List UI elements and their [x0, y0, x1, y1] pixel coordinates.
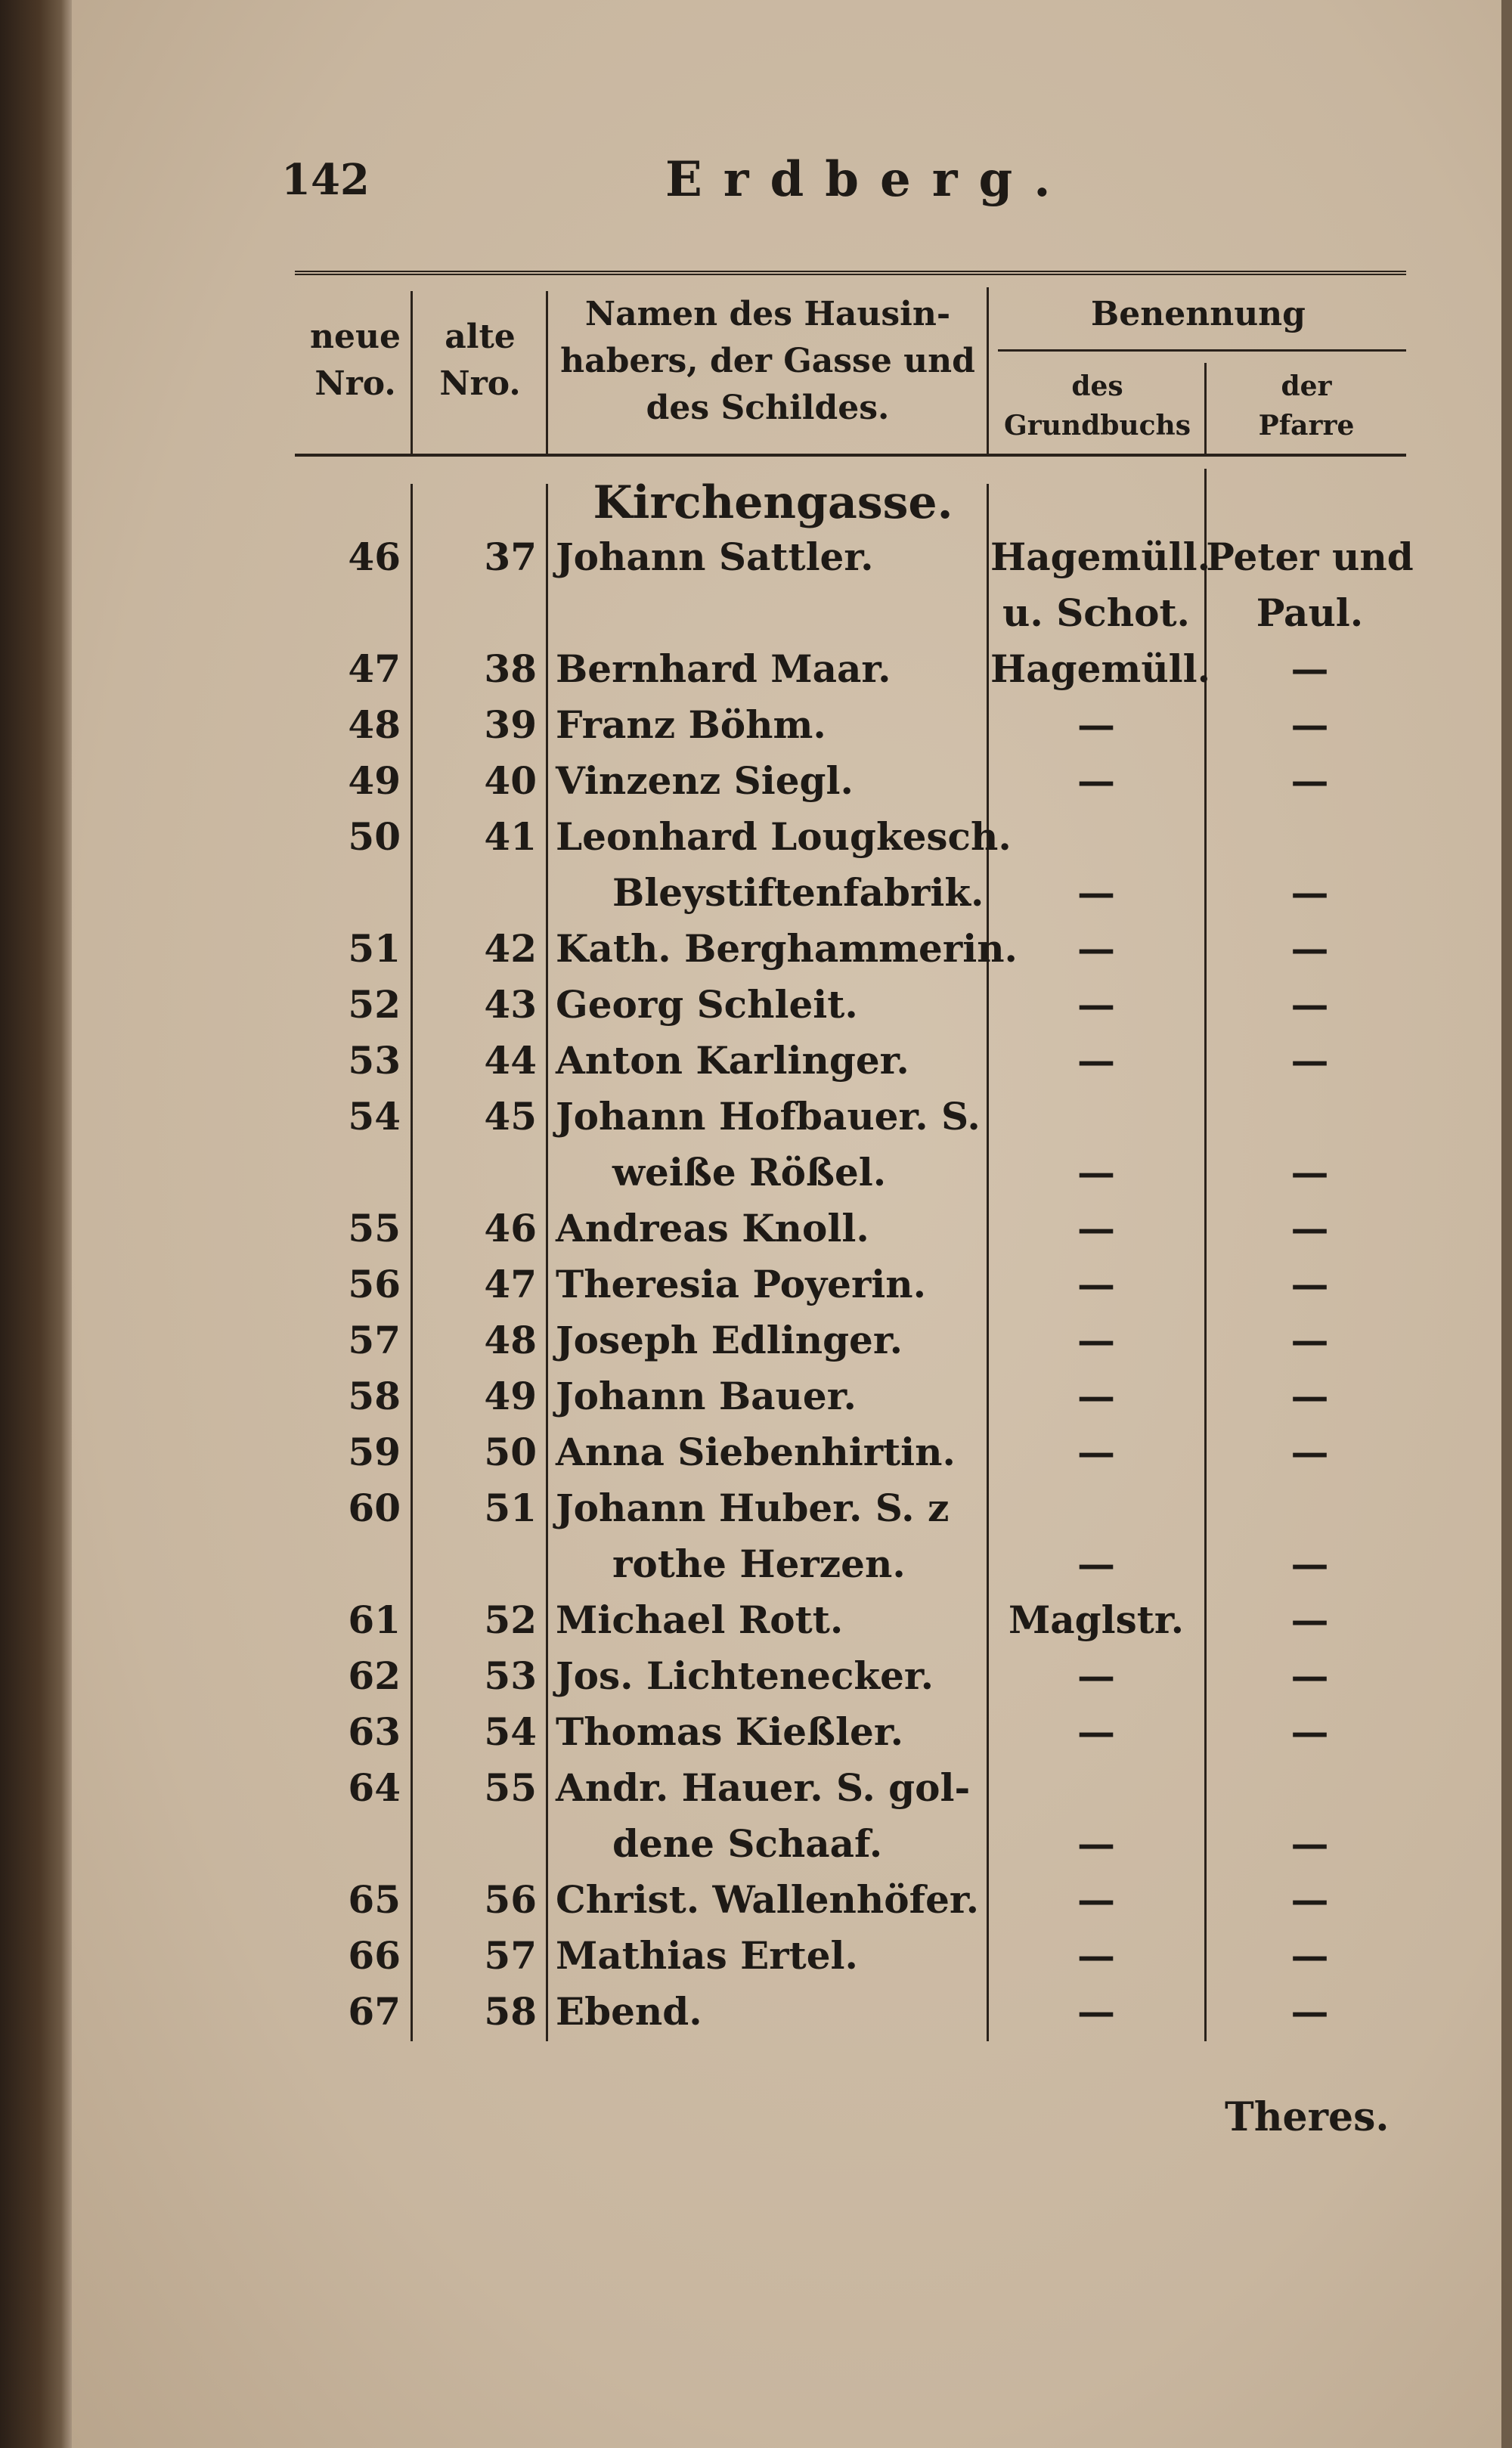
neue-nro-cell: 65	[348, 1877, 401, 1922]
pfarre-cell: —	[1290, 646, 1329, 691]
neue-nro-cell: 67	[348, 1989, 401, 2034]
alte-nro-cell: 37	[484, 535, 537, 579]
name-cell: Michael Rott.	[556, 1597, 844, 1642]
pfarre-cell: —	[1290, 1318, 1329, 1362]
header-text: Nro.	[439, 364, 521, 403]
name-cell: Christ. Wallenhöfer.	[556, 1877, 980, 1922]
table-row	[0, 1424, 1512, 1480]
header-text: des	[1071, 370, 1123, 402]
alte-nro-cell: 43	[484, 982, 537, 1027]
name-cell: Kath. Berghammerin.	[556, 926, 1018, 971]
table-row	[0, 1984, 1512, 2040]
pfarre-cell: —	[1290, 1150, 1329, 1195]
header-text: Grundbuchs	[1004, 410, 1191, 442]
grundbuch-cell: —	[1077, 1989, 1115, 2034]
catchword: Theres.	[1225, 2094, 1390, 2140]
table-row	[0, 1201, 1512, 1257]
name-cell: Mathias Ertel.	[556, 1933, 858, 1978]
grundbuch-cell: —	[1077, 870, 1115, 915]
header-divider	[546, 291, 548, 454]
table-row	[0, 1928, 1512, 1984]
header-divider	[987, 287, 989, 454]
grundbuch-cell: —	[1077, 1821, 1115, 1866]
name-cell: Johann Sattler.	[556, 535, 874, 579]
alte-nro-cell: 48	[484, 1318, 537, 1362]
page-number: 142	[281, 155, 370, 205]
benennung-rule	[998, 349, 1406, 352]
header-text: alte	[445, 318, 516, 356]
name-cell: Anton Karlinger.	[556, 1038, 909, 1083]
table-row	[0, 1648, 1512, 1704]
pfarre-cell: —	[1290, 1933, 1329, 1978]
alte-nro-cell: 54	[484, 1709, 537, 1754]
neue-nro-cell: 66	[348, 1933, 401, 1978]
pfarre-cell: —	[1290, 1597, 1329, 1642]
alte-nro-cell: 42	[484, 926, 537, 971]
name-cell: Vinzenz Siegl.	[556, 758, 854, 803]
neue-nro-cell: 53	[348, 1038, 401, 1083]
pfarre-cell: —	[1290, 1709, 1329, 1754]
name-cell: Anna Siebenhirtin.	[556, 1430, 956, 1474]
name-cell: Leonhard Lougkesch.	[556, 814, 1012, 859]
pfarre-cell: —	[1290, 758, 1329, 803]
header-text: des Schildes.	[646, 389, 890, 427]
name-cell: rothe Herzen.	[612, 1542, 906, 1586]
neue-nro-cell: 54	[348, 1094, 401, 1139]
alte-nro-cell: 58	[484, 1989, 537, 2034]
header-text: Namen des Hausin-	[584, 295, 951, 333]
table-row	[0, 697, 1512, 753]
name-cell: Joseph Edlinger.	[556, 1318, 903, 1362]
alte-nro-cell: 49	[484, 1374, 537, 1418]
pfarre-cell: —	[1290, 1989, 1329, 2034]
pfarre-cell: Paul.	[1256, 590, 1364, 635]
name-cell: Johann Bauer.	[556, 1374, 857, 1418]
header-benennung: Benennung	[1091, 295, 1306, 333]
neue-nro-cell: 63	[348, 1709, 401, 1754]
neue-nro-cell: 49	[348, 758, 401, 803]
alte-nro-cell: 56	[484, 1877, 537, 1922]
name-cell: weiße Rößel.	[612, 1150, 887, 1195]
alte-nro-cell: 57	[484, 1933, 537, 1978]
header-grundbuch	[990, 367, 1204, 445]
grundbuch-cell: —	[1077, 1933, 1115, 1978]
pfarre-cell: —	[1290, 926, 1329, 971]
neue-nro-cell: 46	[348, 535, 401, 579]
neue-nro-cell: 58	[348, 1374, 401, 1418]
neue-nro-cell: 57	[348, 1318, 401, 1362]
name-cell: Georg Schleit.	[556, 982, 858, 1027]
table-row	[0, 529, 1512, 585]
pfarre-cell: —	[1290, 1821, 1329, 1866]
table-row	[0, 1033, 1512, 1089]
grundbuch-cell: —	[1077, 1374, 1115, 1418]
name-cell: Thomas Kießler.	[556, 1709, 903, 1754]
grundbuch-cell: —	[1077, 1262, 1115, 1306]
grundbuch-cell: —	[1077, 758, 1115, 803]
alte-nro-cell: 44	[484, 1038, 537, 1083]
grundbuch-cell: —	[1077, 926, 1115, 971]
name-cell: Bernhard Maar.	[556, 646, 891, 691]
pfarre-cell: Peter und	[1206, 535, 1414, 579]
pfarre-cell: —	[1290, 982, 1329, 1027]
pfarre-cell: —	[1290, 1206, 1329, 1250]
neue-nro-cell: 60	[348, 1486, 401, 1530]
name-cell: Andreas Knoll.	[556, 1206, 869, 1250]
header-text: der	[1281, 370, 1332, 402]
name-cell: dene Schaaf.	[612, 1821, 883, 1866]
table-row-continuation	[0, 1536, 1512, 1592]
name-cell: Bleystiftenfabrik.	[612, 870, 984, 915]
table-row	[0, 1480, 1512, 1536]
name-cell: Johann Huber. S. z	[556, 1486, 950, 1530]
neue-nro-cell: 52	[348, 982, 401, 1027]
table-row	[0, 1592, 1512, 1648]
grundbuch-cell: —	[1077, 1206, 1115, 1250]
header-alte-nro	[416, 314, 544, 407]
grundbuch-cell: —	[1077, 1653, 1115, 1698]
header-namen	[550, 291, 985, 432]
name-cell: Ebend.	[556, 1989, 702, 2034]
grundbuch-cell: —	[1077, 1150, 1115, 1195]
alte-nro-cell: 50	[484, 1430, 537, 1474]
section-title: Kirchengasse.	[593, 476, 953, 529]
header-text: Nro.	[314, 364, 396, 403]
grundbuch-cell: —	[1077, 1318, 1115, 1362]
grundbuch-cell: —	[1077, 702, 1115, 747]
name-cell: Franz Böhm.	[556, 702, 826, 747]
table-row	[0, 641, 1512, 697]
header-pfarre	[1207, 367, 1406, 445]
table-row	[0, 1312, 1512, 1368]
name-cell: Jos. Lichtenecker.	[556, 1653, 934, 1698]
neue-nro-cell: 59	[348, 1430, 401, 1474]
neue-nro-cell: 50	[348, 814, 401, 859]
pfarre-cell: —	[1290, 1038, 1329, 1083]
pfarre-cell: —	[1290, 702, 1329, 747]
alte-nro-cell: 39	[484, 702, 537, 747]
pfarre-cell: —	[1290, 1430, 1329, 1474]
pfarre-cell: —	[1290, 1653, 1329, 1698]
neue-nro-cell: 55	[348, 1206, 401, 1250]
alte-nro-cell: 52	[484, 1597, 537, 1642]
grundbuch-cell: Hagemüll.	[990, 535, 1211, 579]
name-cell: Theresia Poyerin.	[556, 1262, 927, 1306]
table-row-continuation	[0, 1816, 1512, 1872]
alte-nro-cell: 38	[484, 646, 537, 691]
grundbuch-cell: —	[1077, 1877, 1115, 1922]
pfarre-cell: —	[1290, 1542, 1329, 1586]
grundbuch-cell: —	[1077, 1709, 1115, 1754]
grundbuch-cell: —	[1077, 982, 1115, 1027]
pfarre-cell: —	[1290, 1262, 1329, 1306]
header-text: Pfarre	[1258, 410, 1355, 442]
table-row	[0, 1872, 1512, 1928]
alte-nro-cell: 51	[484, 1486, 537, 1530]
grundbuch-cell: Hagemüll.	[990, 646, 1211, 691]
alte-nro-cell: 47	[484, 1262, 537, 1306]
table-row	[0, 809, 1512, 865]
table-row-continuation	[0, 1145, 1512, 1201]
grundbuch-cell: Maglstr.	[1008, 1597, 1185, 1642]
table-row	[0, 1760, 1512, 1816]
table-row	[0, 753, 1512, 809]
alte-nro-cell: 53	[484, 1653, 537, 1698]
table-row-continuation	[0, 865, 1512, 921]
grundbuch-cell: —	[1077, 1038, 1115, 1083]
table-row	[0, 977, 1512, 1033]
neue-nro-cell: 64	[348, 1765, 401, 1810]
pfarre-cell: —	[1290, 1877, 1329, 1922]
name-cell: Andr. Hauer. S. gol-	[556, 1765, 971, 1810]
grundbuch-cell: —	[1077, 1430, 1115, 1474]
header-top-rule	[295, 271, 1406, 275]
header-neue-nro	[299, 314, 412, 407]
alte-nro-cell: 45	[484, 1094, 537, 1139]
grundbuch-cell: u. Schot.	[1002, 590, 1190, 635]
neue-nro-cell: 51	[348, 926, 401, 971]
table-row	[0, 1704, 1512, 1760]
running-title: Erdberg.	[665, 151, 1072, 208]
table-row	[0, 1089, 1512, 1145]
alte-nro-cell: 41	[484, 814, 537, 859]
table-row	[0, 921, 1512, 977]
pfarre-cell: —	[1290, 870, 1329, 915]
pfarre-cell: —	[1290, 1374, 1329, 1418]
neue-nro-cell: 61	[348, 1597, 401, 1642]
alte-nro-cell: 40	[484, 758, 537, 803]
alte-nro-cell: 46	[484, 1206, 537, 1250]
grundbuch-cell: —	[1077, 1542, 1115, 1586]
table-row	[0, 1368, 1512, 1424]
table-row	[0, 1257, 1512, 1312]
header-text: habers, der Gasse und	[560, 342, 975, 380]
neue-nro-cell: 62	[348, 1653, 401, 1698]
alte-nro-cell: 55	[484, 1765, 537, 1810]
header-text: neue	[310, 318, 401, 356]
name-cell: Johann Hofbauer. S.	[556, 1094, 981, 1139]
header-bottom-rule	[295, 454, 1406, 457]
neue-nro-cell: 47	[348, 646, 401, 691]
neue-nro-cell: 48	[348, 702, 401, 747]
neue-nro-cell: 56	[348, 1262, 401, 1306]
table-row-continuation	[0, 585, 1512, 641]
register-table	[0, 529, 1512, 2040]
